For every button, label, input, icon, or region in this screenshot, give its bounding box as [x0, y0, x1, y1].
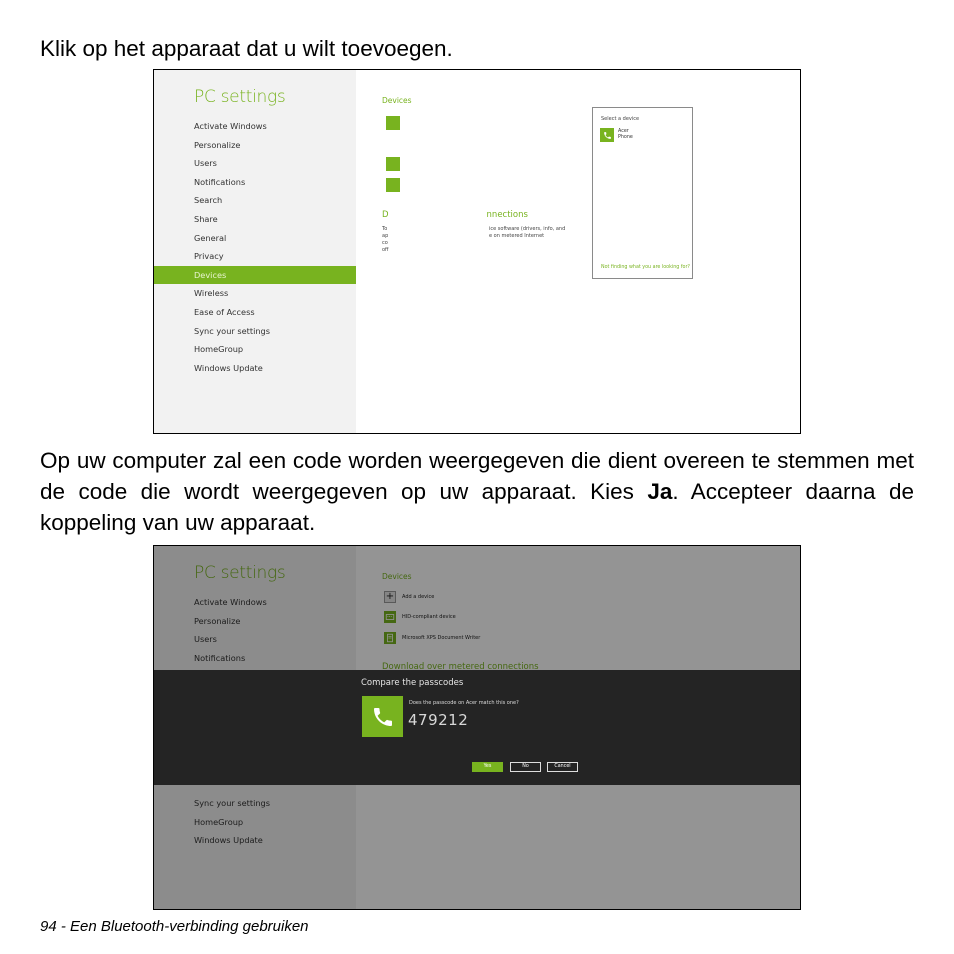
not-finding-link[interactable]: Not finding what you are looking for? [601, 265, 690, 270]
nav-item-users[interactable]: Users [194, 158, 217, 169]
plus-icon: + [385, 591, 395, 602]
phone-icon [600, 128, 614, 142]
nav-item-sync-your-settings[interactable]: Sync your settings [194, 798, 270, 808]
nav-item-notifications[interactable]: Notifications [194, 652, 246, 663]
yes-button[interactable]: Yes [472, 762, 503, 772]
nav-item-wireless[interactable]: Wireless [194, 288, 229, 299]
nav-item-personalize[interactable]: Personalize [194, 139, 241, 150]
cancel-button[interactable]: Cancel [547, 762, 578, 772]
nav-item-users[interactable]: Users [194, 634, 217, 645]
metered-description: To ap co off ice software (drivers, info, and e on metered Internet [382, 226, 566, 253]
settings-content [356, 70, 800, 433]
select-device-flyout [592, 107, 693, 279]
device-tile[interactable] [386, 178, 400, 192]
nav-item-sync-your-settings[interactable]: Sync your settings [194, 325, 270, 336]
screenshot-compare-passcodes [153, 545, 801, 910]
metered-heading: D nnections [382, 210, 528, 220]
device-tile[interactable] [386, 157, 400, 171]
devices-heading: Devices [382, 96, 412, 105]
nav-item-personalize[interactable]: Personalize [194, 615, 241, 626]
nav-item-windows-update[interactable]: Windows Update [194, 835, 263, 846]
nav-item-search[interactable]: Search [194, 195, 223, 206]
sidebar-title: PC settings [194, 563, 286, 583]
nav-item-windows-update[interactable]: Windows Update [194, 362, 263, 373]
devices-heading: Devices [382, 572, 412, 581]
phone-icon [362, 696, 403, 737]
nav-item-activate-windows[interactable]: Activate Windows [194, 121, 267, 131]
device-tile[interactable] [386, 116, 400, 130]
compare-passcodes-dialog [154, 670, 800, 785]
passcode: 479212 [408, 711, 469, 729]
screenshot-select-device [153, 69, 801, 434]
yes-emphasis: Ja [647, 479, 673, 504]
add-device-row[interactable]: + Add a device [385, 591, 435, 602]
body-text: Op uw computer zal een code worden weergegeven die dient overeen te stemmen met de code die wordt weergegeven op uw apparaat. Kies Ja. Accepteer daarna de koppeling van uw apparaat. [40, 448, 915, 535]
intro-text: Klik op het apparaat dat u wilt toevoegen. [40, 36, 453, 61]
settings-sidebar [154, 70, 356, 433]
sidebar-title: PC settings [194, 87, 286, 107]
device-row-hid[interactable]: HID-compliant device [384, 611, 456, 623]
metered-heading: Download over metered connections [382, 662, 539, 669]
settings-nav [154, 117, 356, 377]
nav-item-share[interactable]: Share [194, 213, 218, 224]
nav-item-activate-windows[interactable]: Activate Windows [194, 597, 267, 607]
nav-item-ease-of-access[interactable]: Ease of Access [194, 306, 255, 317]
page-footer: 94 - Een Bluetooth-verbinding gebruiken [40, 918, 309, 935]
device-item-acer[interactable] [600, 128, 633, 142]
device-row-xps[interactable]: Microsoft XPS Document Writer [384, 632, 480, 644]
nav-item-notifications[interactable]: Notifications [194, 176, 246, 187]
nav-item-homegroup[interactable]: HomeGroup [194, 816, 244, 827]
nav-item-devices[interactable]: Devices [154, 266, 356, 285]
device-name: Acer [618, 129, 629, 134]
device-type: Phone [618, 135, 633, 140]
nav-item-general[interactable]: General [194, 232, 227, 243]
dialog-question: Does the passcode on Acer match this one? [409, 700, 519, 706]
flyout-title: Select a device [601, 116, 640, 122]
nav-item-homegroup[interactable]: HomeGroup [194, 344, 244, 355]
nav-item-privacy[interactable]: Privacy [194, 251, 224, 262]
no-button[interactable]: No [510, 762, 541, 772]
dialog-title: Compare the passcodes [361, 678, 464, 688]
